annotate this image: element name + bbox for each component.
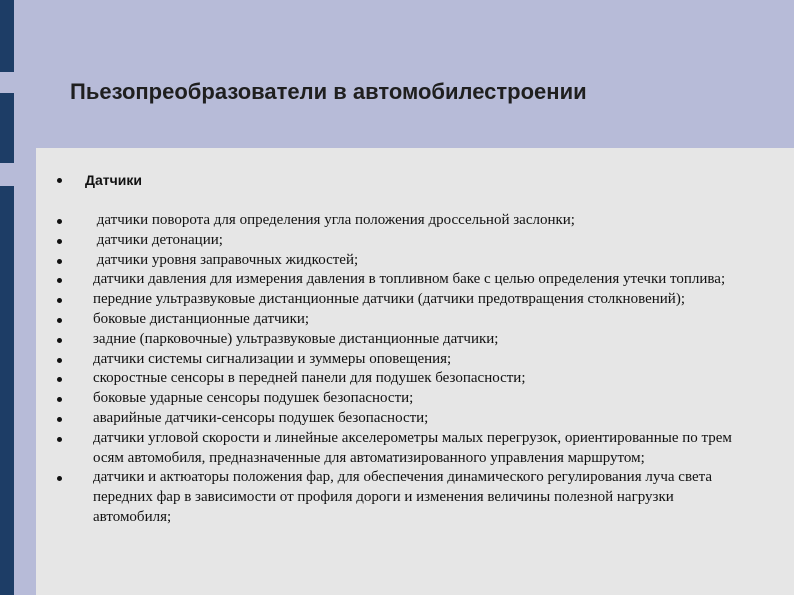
list-item — [57, 330, 777, 350]
bullet-dot-icon — [57, 417, 62, 422]
bullet-dot-icon — [57, 298, 62, 303]
list-item-text: датчики и актюаторы положения фар, для обеспечения динамического регулирования луча света передних фар в зависимости от профиля дороги и изменения величины полезной нагрузки автомобиля; — [93, 469, 712, 525]
bullet-dot-icon — [57, 219, 62, 224]
bullet-dot-icon — [57, 178, 62, 183]
list-item — [57, 290, 777, 310]
accent-bar-segment — [0, 93, 14, 163]
left-accent-bar — [0, 0, 14, 595]
list-item — [57, 429, 777, 469]
list-item-text: боковые ударные сенсоры подушек безопасности; — [93, 390, 414, 407]
list-item — [57, 389, 777, 409]
section-heading-text: Датчики — [85, 172, 142, 188]
bullet-dot-icon — [57, 318, 62, 323]
bullet-dot-icon — [57, 278, 62, 283]
list-item-text: датчики детонации; — [93, 231, 223, 248]
list-item-text: датчики угловой скорости и линейные акселерометры малых перегрузок, ориентированные по трем осям автомобиля, предназначенные для автоматизированного управления маршрутом; — [93, 429, 732, 466]
list-item — [57, 270, 777, 290]
sensor-list — [57, 211, 777, 528]
list-item-text: датчики давления для измерения давления в топливном баке с целью определения утечки топлива; — [93, 271, 726, 288]
bullet-dot-icon — [57, 377, 62, 382]
list-item-text: скоростные сенсоры в передней панели для подушек безопасности; — [93, 370, 526, 387]
list-item-text: боковые дистанционные датчики; — [93, 310, 310, 327]
bullet-dot-icon — [57, 259, 62, 264]
list-item — [57, 409, 777, 429]
slide-title: Пьезопреобразователи в автомобилестроении — [70, 79, 587, 104]
list-item — [57, 211, 777, 231]
list-item — [57, 310, 777, 330]
bullet-dot-icon — [57, 397, 62, 402]
list-item — [57, 231, 777, 251]
list-item-text: передние ультразвуковые дистанционные датчики (датчики предотвращения столкновений); — [93, 291, 685, 308]
bullet-dot-icon — [57, 358, 62, 363]
list-item-text: задние (парковочные) ультразвуковые дистанционные датчики; — [93, 330, 499, 347]
accent-bar-segment — [0, 186, 14, 595]
bullet-dot-icon — [57, 239, 62, 244]
bullet-dot-icon — [57, 437, 62, 442]
list-item-text: датчики системы сигнализации и зуммеры оповещения; — [93, 350, 452, 367]
bullet-dot-icon — [57, 338, 62, 343]
list-item — [57, 251, 777, 271]
list-item — [57, 468, 777, 527]
list-item-text: датчики уровня заправочных жидкостей; — [93, 251, 359, 268]
list-item — [57, 350, 777, 370]
bullet-dot-icon — [57, 476, 62, 481]
list-item — [57, 369, 777, 389]
accent-bar-segment — [0, 0, 14, 72]
section-heading — [57, 172, 142, 188]
list-item-text: аварийные датчики-сенсоры подушек безопасности; — [93, 409, 429, 426]
list-item-text: датчики поворота для определения угла положения дроссельной заслонки; — [93, 212, 575, 228]
